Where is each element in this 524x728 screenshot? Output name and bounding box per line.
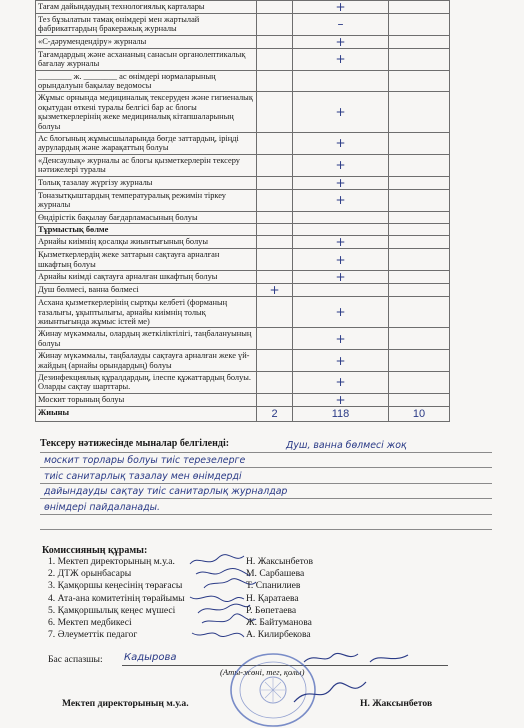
checklist-row: [36, 297, 450, 328]
checklist-empty-cell: [389, 1, 450, 14]
checklist-row: [36, 176, 450, 189]
findings-handwriting-line: дайындауды сақтау тиіс санитарлық журналдар: [44, 486, 288, 497]
checklist-item-text: ________ ж. ________ ас өнімдері нормаларының орындалуын бақылау ведомосы: [36, 70, 257, 92]
checklist-mark: +: [293, 371, 389, 393]
total-row: [36, 406, 450, 421]
findings-handwriting-line: москит торлары болуы тиіс терезелерге: [44, 455, 246, 466]
checklist-mark: [293, 70, 389, 92]
checklist-item-text: Тағам дайындаудың технологиялық карталары: [36, 1, 257, 14]
member-name: Н. Жаксынбетов: [246, 556, 314, 567]
chair-label: Бас аспазшы:: [48, 654, 103, 665]
checklist-empty-cell: [389, 70, 450, 92]
checklist-row: [36, 92, 450, 133]
checklist-row: [36, 271, 450, 284]
checklist-item-text: Арнайы киімнің қосалқы жиынтығының болуы: [36, 236, 257, 249]
checklist-row: [36, 249, 450, 271]
member-role: 1. Мектеп директорының м.у.а.: [48, 556, 175, 567]
findings-handwriting-line: Душ, ванна бөлмесі жоқ: [286, 439, 407, 451]
member-name: А. Килирбекова: [246, 629, 311, 641]
checklist-mark: –: [293, 14, 389, 36]
chair-hint: (Аты-жөні, тег, қолы): [220, 667, 305, 677]
checklist-empty-cell: [257, 350, 293, 372]
checklist-table: [35, 0, 450, 422]
findings-handwriting-line: өнімдері пайдаланады.: [44, 501, 160, 513]
checklist-empty-cell: [257, 189, 293, 211]
checklist-empty-cell: [257, 133, 293, 155]
checklist-empty-cell: [389, 14, 450, 36]
checklist-item-text: Жинау мүкәммалы, таңбалауды сақтауға арналған жеке үй-жайдың (арнайы орындардың) болуы: [36, 350, 257, 372]
member-signature: [188, 625, 248, 641]
checklist-row: [36, 236, 450, 249]
checklist-row: [36, 48, 450, 70]
checklist-mark: +: [293, 48, 389, 70]
checklist-row: [36, 133, 450, 155]
total-value-c: 10: [389, 406, 450, 421]
checklist-empty-cell: [389, 371, 450, 393]
findings-handwriting-line: тиіс санитарлық тазалау мен өнімдерді: [44, 470, 242, 482]
checklist-row: [36, 371, 450, 393]
checklist-empty-cell: [257, 70, 293, 92]
member-name: Н. Қаратаева: [246, 592, 299, 604]
checklist-empty-cell: [389, 176, 450, 189]
checklist-empty-cell: [257, 48, 293, 70]
checklist-item-text: Қызметкерлердің жеке заттарын сақтауға арналған шкафтың болуы: [36, 249, 257, 271]
member-role: 5. Қамқоршылық кеңес мүшесі: [48, 604, 176, 616]
checklist-item-text: Жұмыс орнында медициналық тексеруден және гигиеналық оқытудан өткені туралы белгісі бар ас блогы қызметкерлерінің жеке медициналық кітапшаларының болуы: [36, 92, 257, 133]
checklist-mark: +: [293, 35, 389, 48]
checklist-row: [36, 189, 450, 211]
checklist-empty-cell: [389, 297, 450, 328]
checklist-row: [36, 35, 450, 48]
checklist-row: [36, 328, 450, 350]
checklist-empty-cell: [389, 328, 450, 350]
checklist-row: [36, 14, 450, 36]
section-row: [36, 223, 450, 235]
checklist-mark: +: [293, 393, 389, 406]
member-name: М. Сарбашева: [246, 568, 305, 580]
checklist-item-text: Москит торының болуы: [36, 393, 257, 406]
checklist-empty-cell: [389, 249, 450, 271]
member-role: 2. ДТЖ орынбасары: [48, 568, 132, 580]
checklist-row: [36, 393, 450, 406]
checklist-mark: +: [293, 236, 389, 249]
member-name: Ж. Байтуманова: [246, 616, 312, 628]
checklist-empty-cell: [389, 154, 450, 176]
checklist-row: [36, 70, 450, 92]
checklist-empty-cell: [257, 1, 293, 14]
checklist-empty-cell: [389, 35, 450, 48]
checklist-empty-cell: [257, 236, 293, 249]
total-value-a: 2: [257, 406, 293, 421]
total-value-b: 118: [293, 406, 389, 421]
checklist-empty-cell: [389, 211, 450, 223]
checklist-empty-cell: [257, 249, 293, 271]
checklist-empty-cell: [257, 176, 293, 189]
checklist-item-text: Арнайы киімді сақтауға арналған шкафтың болуы: [36, 271, 257, 284]
chair-handwriting: Кадырова: [124, 652, 177, 663]
commission-members: [48, 556, 428, 641]
checklist-empty-cell: [257, 35, 293, 48]
checklist-empty-cell: [257, 297, 293, 328]
checklist-row: [36, 284, 450, 297]
checklist-mark: +: [293, 1, 389, 14]
checklist-item-text: Душ бөлмесі, ванна бөлмесі: [36, 284, 257, 297]
checklist-empty-cell: [389, 236, 450, 249]
checklist-mark: +: [293, 133, 389, 155]
checklist-mark: +: [293, 350, 389, 372]
findings-label: Тексеру нәтижесінде мыналар белгіленді:: [40, 438, 230, 449]
checklist-row: [36, 1, 450, 14]
commission-title: Комиссияның құрамы:: [42, 545, 148, 556]
checklist-mark: +: [293, 271, 389, 284]
checklist-row: [36, 350, 450, 372]
checklist-mark: +: [293, 154, 389, 176]
checklist-empty-cell: [389, 350, 450, 372]
total-label: Жиыны: [36, 406, 257, 421]
checklist-row: [36, 211, 450, 223]
checklist-empty-cell: [257, 154, 293, 176]
member-role: 6. Мектеп медбикесі: [48, 616, 132, 628]
checklist-item-text: Асхана қызметкерлерінің сыртқы келбеті (форманың тазалығы, ұқыптылығы, арнайы киімнің толық жиынтығында жұмыс істей ме): [36, 297, 257, 328]
checklist-empty-cell: [293, 284, 389, 297]
checklist-mark: [293, 211, 389, 223]
member-role: 3. Қамқоршы кеңесінің төрағасы: [48, 580, 183, 592]
checklist-mark: +: [257, 284, 293, 297]
findings-block: [40, 437, 492, 530]
checklist-empty-cell: [389, 48, 450, 70]
checklist-empty-cell: [389, 189, 450, 211]
checklist-empty-cell: [257, 328, 293, 350]
checklist-mark: +: [293, 328, 389, 350]
checklist-item-text: Дезинфекциялық құралдардың, ілеспе құжаттардың болуы. Оларды сақтау шарттары.: [36, 371, 257, 393]
director-signature: [290, 680, 370, 706]
checklist-item-text: «Денсаулық» журналы ас блогы қызметкерлерін тексеру нәтижелері туралы: [36, 154, 257, 176]
checklist-empty-cell: [389, 393, 450, 406]
section-title: Тұрмыстық бөлме: [36, 223, 257, 235]
checklist-mark: +: [293, 176, 389, 189]
checklist-item-text: Ас блогының жұмысшыларында бөгде заттардың, іріңді аурулардың және жарақаттың болуы: [36, 133, 257, 155]
checklist-mark: +: [293, 189, 389, 211]
checklist-empty-cell: [389, 133, 450, 155]
checklist-empty-cell: [389, 271, 450, 284]
checklist-empty-cell: [257, 92, 293, 133]
checklist-empty-cell: [257, 14, 293, 36]
checklist-item-text: «С-дәрумендендіру» журналы: [36, 35, 257, 48]
checklist-item-text: Тоназытқыштардың температуралық режимін тіркеу журналы: [36, 189, 257, 211]
director-name: Н. Жаксынбетов: [360, 698, 433, 709]
checklist-empty-cell: [389, 92, 450, 133]
checklist-mark: +: [293, 92, 389, 133]
checklist-item-text: Тез бұзылатын тамақ өнімдері мен жартылай фабрикаттардың бракеражық журналы: [36, 14, 257, 36]
checklist-mark: +: [293, 249, 389, 271]
checklist-mark: +: [293, 297, 389, 328]
checklist-empty-cell: [257, 393, 293, 406]
checklist-empty-cell: [389, 284, 450, 297]
member-name: Р. Бөпетаева: [246, 604, 297, 616]
checklist-item-text: Тағамдардың және асхананың санасын органолептикалық бағалау журналы: [36, 48, 257, 70]
checklist-empty-cell: [257, 211, 293, 223]
checklist-empty-cell: [257, 271, 293, 284]
member-role: 4. Ата-ана комитетінің төрайымы: [48, 592, 185, 604]
director-label: Мектеп директорының м.у.а.: [62, 698, 189, 709]
checklist-item-text: Жинау мүкәммалы, олардың жеткіліктілігі, таңбалануының болуы: [36, 328, 257, 350]
checklist-empty-cell: [257, 371, 293, 393]
member-role: 7. Әлеуметтік педагог: [48, 629, 138, 641]
checklist-item-text: Толық тазалау жүргізу журналы: [36, 176, 257, 189]
checklist-item-text: Өндірістік бақылау бағдарламасының болуы: [36, 211, 257, 223]
checklist-row: [36, 154, 450, 176]
commission-member: [48, 629, 428, 641]
member-name: Т. Спанилиев: [246, 580, 301, 592]
